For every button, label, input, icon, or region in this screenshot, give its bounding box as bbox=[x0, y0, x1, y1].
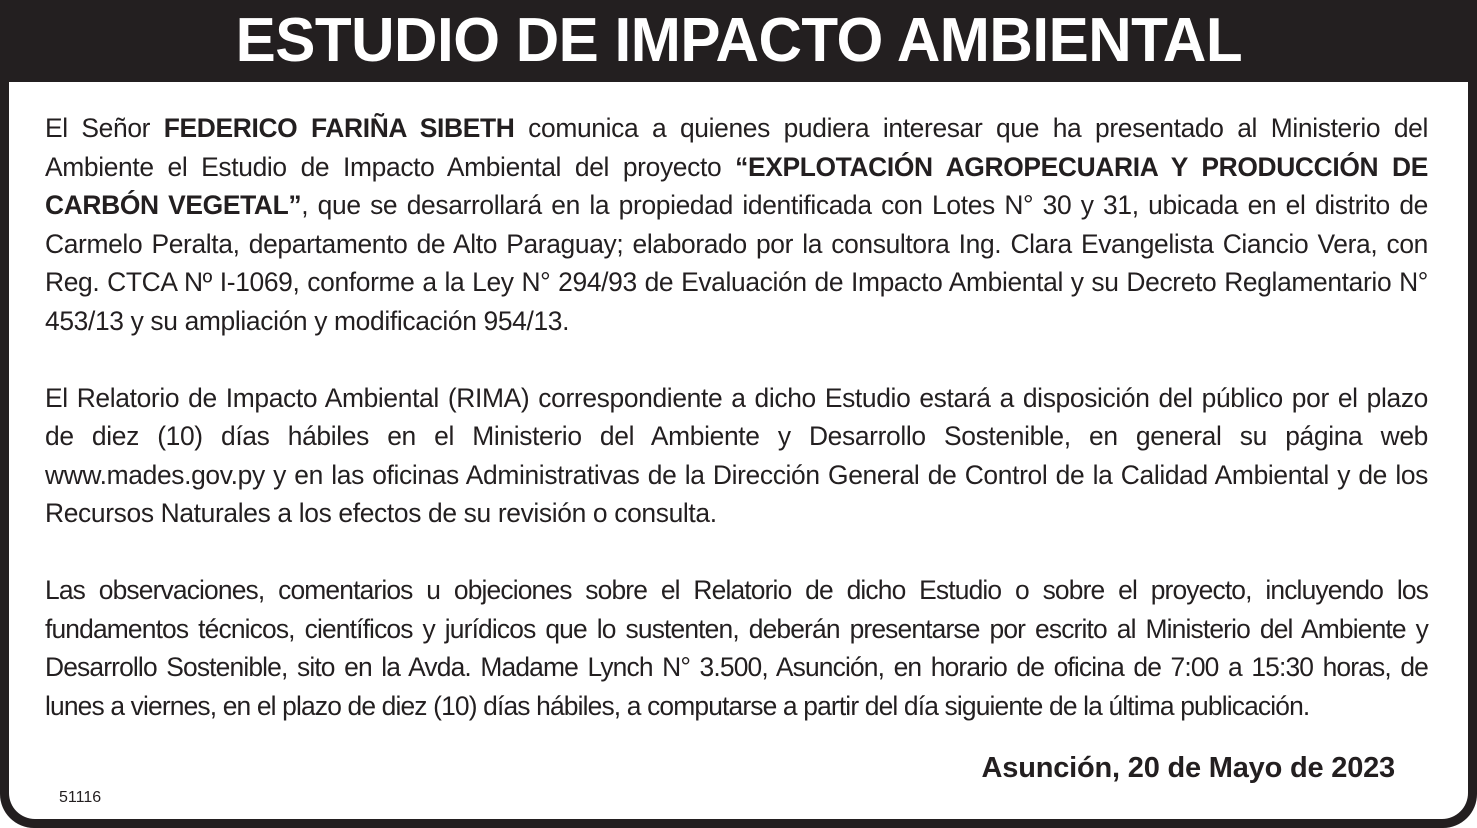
paragraph-1-text-start: El Señor bbox=[45, 113, 164, 143]
notice-title: ESTUDIO DE IMPACTO AMBIENTAL bbox=[235, 6, 1242, 75]
project-name: “EXPLOTACIÓN AGROPECUARIA Y PRODUCCIÓN DE CARBÓN VEGETAL” bbox=[45, 151, 1428, 221]
paragraph-observations: Las observaciones, comentarios u objeciones sobre el Relatorio de dicho Estudio o sobre el proyecto, incluyendo los fundamentos técnicos, científicos y jurídicos que lo sustenten, deberán presentarse por escrito al Ministerio del Ambiente y Desarrollo Sostenible, sito en la Avda. Madame Lynch N° 3.500, Asunción, en horario de oficina de 7:00 a 15:30 horas, de lunes a viernes, en el plazo de diez (10) días hábiles, a computarse a partir del día siguiente de la última publicación. bbox=[45, 574, 1428, 721]
reference-number: 51116 bbox=[59, 789, 102, 806]
paragraph-availability: El Relatorio de Impacto Ambiental (RIMA) correspondiente a dicho Estudio estará a disposición del público por el plazo de diez (10) días hábiles en el Ministerio del Ambiente y Desarrollo Sostenible, en general su página web www.mades.gov.py y en las oficinas Administrativas de la Dirección General de Control de la Calidad Ambiental y de los Recursos Naturales a los efectos de su revisión o consulta. bbox=[45, 382, 1428, 529]
notice-body bbox=[9, 82, 1468, 819]
paragraph-1-text-end: , que se desarrollará en la propiedad identificada con Lotes N° 30 y 31, ubicada en el distrito de Carmelo Peralta, departamento de Alto Paraguay; elaborado por la consultora Ing. Clara Evangelista Ciancio Vera, con Reg. CTCA Nº I-1069, conforme a la Ley N° 294/93 de Evaluación de Impacto Ambiental y su Decreto Reglamentario N° 453/13 y su ampliación y modificación 954/13. bbox=[45, 190, 1428, 336]
applicant-name: FEDERICO FARIÑA SIBETH bbox=[163, 113, 515, 143]
notice-header bbox=[0, 0, 1477, 82]
notice-text bbox=[45, 109, 1428, 725]
paragraph-1-text-middle: comunica a quienes pudiera interesar que ha presentado al Ministerio del Ambiente el Estudio de Impacto Ambiental del proyecto bbox=[45, 113, 1428, 182]
paragraph-announcement bbox=[45, 109, 1428, 341]
place-and-date: Asunción, 20 de Mayo de 2023 bbox=[981, 752, 1395, 784]
